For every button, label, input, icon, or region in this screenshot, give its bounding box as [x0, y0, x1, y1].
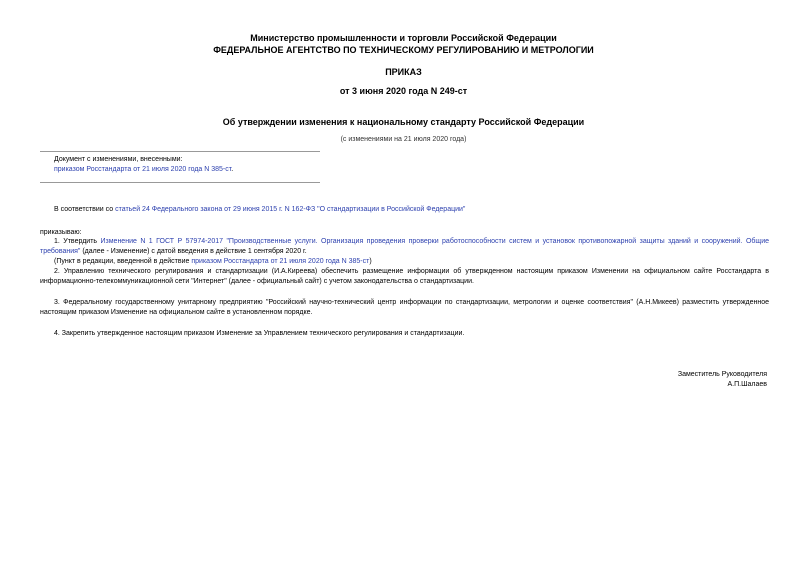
item-1-suffix: (далее - Изменение) с датой введения в действие 1 сентября 2020 г.: [80, 248, 307, 255]
item-1-note-prefix: (Пункт в редакции, введенной в действие: [54, 258, 192, 265]
amendments-top-rule: [40, 151, 320, 152]
signatory-name: А.П.Шалаев: [727, 381, 767, 388]
standard-change-link[interactable]: Изменение N 1 ГОСТ Р 57974-2017 "Производственные услуги. Организация проведения проверки работоспособности систем и установок противопожарной защиты зданий и сооружений. Общие требования": [40, 238, 769, 255]
amendment-link-tail: .: [231, 166, 234, 173]
preamble: [54, 205, 465, 215]
agency-name: ФЕДЕРАЛЬНОЕ АГЕНТСТВО ПО ТЕХНИЧЕСКОМУ РЕГУЛИРОВАНИЮ И МЕТРОЛОГИИ: [213, 45, 594, 55]
amendments-line: [54, 165, 233, 175]
document-title: Об утверждении изменения к национальному стандарту Российской Федерации: [222, 117, 585, 127]
item-1-note-link[interactable]: приказом Росстандарта от 21 июля 2020 года N 385-ст: [191, 258, 370, 265]
law-link[interactable]: статьей 24 Федерального закона от 29 июня 2015 г. N 162-ФЗ "О стандартизации в Российской Федерации": [115, 206, 466, 213]
item-1: [40, 237, 769, 257]
document-type: ПРИКАЗ: [385, 67, 422, 77]
item-1-note: [54, 257, 372, 267]
item-4: 4. Закрепить утвержденное настоящим приказом Изменение за Управлением технического регулирования и стандартизации.: [54, 330, 465, 337]
revision-note: (с изменениями на 21 июля 2020 года): [340, 136, 467, 143]
amendment-link[interactable]: приказом Росстандарта от 21 июля 2020 года N 385-ст: [54, 166, 232, 173]
item-3: 3. Федеральному государственному унитарному предприятию "Российский научно-технический центр информации по стандартизации, метрологии и оценке соответствия" (А.Н.Микеев) разместить утвержденное настоящим приказом Изменение на официальном сайте в установленном порядке.: [40, 299, 769, 316]
item-1-note-suffix: ): [369, 258, 372, 265]
signatory-position: Заместитель Руководителя: [677, 371, 767, 378]
item-2: 2. Управлению технического регулирования и стандартизации (И.А.Киреева) обеспечить размещение информации об утвержденном настоящим приказом Изменении на официальном сайте Росстандарта в информационно-телекоммуникационной сети "Интернет" (далее - официальный сайт) с учетом законодательства о стандартизации.: [40, 268, 769, 285]
amendments-bottom-rule: [40, 182, 320, 183]
preamble-text: В соответствии со: [54, 206, 116, 213]
ministry-name: Министерство промышленности и торговли Российской Федерации: [250, 33, 557, 43]
item-1-prefix: 1. Утвердить: [54, 238, 101, 245]
document-date-number: от 3 июня 2020 года N 249-ст: [339, 86, 468, 96]
order-word: приказываю:: [40, 229, 82, 236]
amendments-label: Документ с изменениями, внесенными:: [54, 156, 183, 163]
